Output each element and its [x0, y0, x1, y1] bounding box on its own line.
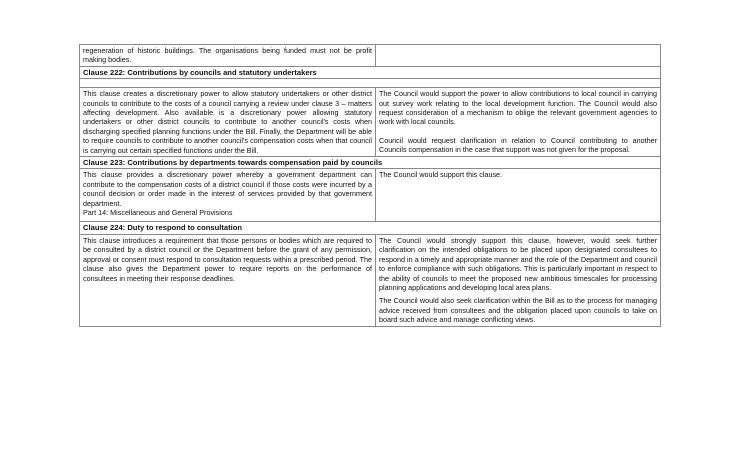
clause-224-response-paragraph-2: The Council would also seek clarification within the Bill as to the process for managing advice received from consultees and the obligation placed upon councils to take on board such advice and manage conflicting views. — [379, 296, 657, 325]
table-cell — [80, 45, 376, 67]
table-row — [80, 222, 661, 234]
table-cell — [80, 88, 376, 157]
consultation-response-table — [79, 44, 661, 327]
part-14-title: Part 14: Miscellaneous and General Provisions — [83, 208, 233, 218]
table-cell — [376, 169, 661, 222]
clause-223-heading: Clause 223: Contributions by departments towards compensation paid by councils — [80, 157, 661, 169]
table-cell — [376, 45, 661, 67]
table-cell — [376, 88, 661, 157]
clause-223-response: The Council would support this clause. — [379, 170, 503, 180]
table-row — [80, 234, 661, 326]
table-cell — [376, 234, 661, 326]
clause-222-response-paragraph-1: The Council would support the power to allow contributions to local council in carrying out survey work relating to the local development function. The Council would also request consideration of a mechanism to oblige the relevant government agencies to work with local councils. — [379, 89, 657, 127]
clause-222-heading: Clause 222: Contributions by councils and statutory undertakers — [80, 66, 661, 78]
clause-223-description: This clause provides a discretionary power whereby a government department can contribute to the compensation costs of a district council if those costs were incurred by a council decision or order made in the interest of services provided by that government department. — [83, 170, 372, 208]
spacer-cell — [80, 79, 661, 88]
spacer — [379, 127, 657, 136]
clause-224-heading: Clause 224: Duty to respond to consultation — [80, 222, 661, 234]
table-cell — [80, 234, 376, 326]
clause-221-description-tail: regeneration of historic buildings. The organisations being funded must not be profit making bodies. — [83, 46, 372, 65]
table-row — [80, 88, 661, 157]
table-row — [80, 66, 661, 78]
table-row — [80, 169, 661, 222]
table-row — [80, 157, 661, 169]
clause-222-description: This clause creates a discretionary power to allow statutory undertakers or other district councils to contribute to the costs of a council carrying a review under clause 3 – matters affecting development. Also available is a discretionary power allowing statutory undertakers or other district councils to contribute to another council's costs when discharging specified planning functions under the Bill. Finally, the Department will be able to require councils to contribute to another council's compensation costs when that council is carrying out certain specified functions under the Bill. — [83, 89, 372, 155]
clause-224-response-paragraph-1: The Council would strongly support this clause, however, would seek further clarification on the intended obligations to be placed upon designated consultees to respond in a timely and appropriate manner and the role of the Department and council to enforce compliance with such obligations. This is particularly important in respect to the ability of councils to meet the proposed new ambitious timescales for processing planning applications and developing local area plans. — [379, 235, 657, 292]
table-row — [80, 45, 661, 67]
table-row — [80, 79, 661, 88]
clause-222-response-paragraph-2: Council would request clarification in relation to Council contributing to another Councils compensation in the case that support was not given for the proposal. — [379, 135, 657, 155]
clause-224-description: This clause introduces a requirement that those persons or bodies which are required to be consulted by a district council or the Department before the grant of any permission, approval or consent must respond to consultation requests within a prescribed period. The clause also gives the Department power to require reports on the performance of consultees in meeting their response deadlines. — [83, 235, 372, 283]
table-cell — [80, 169, 376, 222]
